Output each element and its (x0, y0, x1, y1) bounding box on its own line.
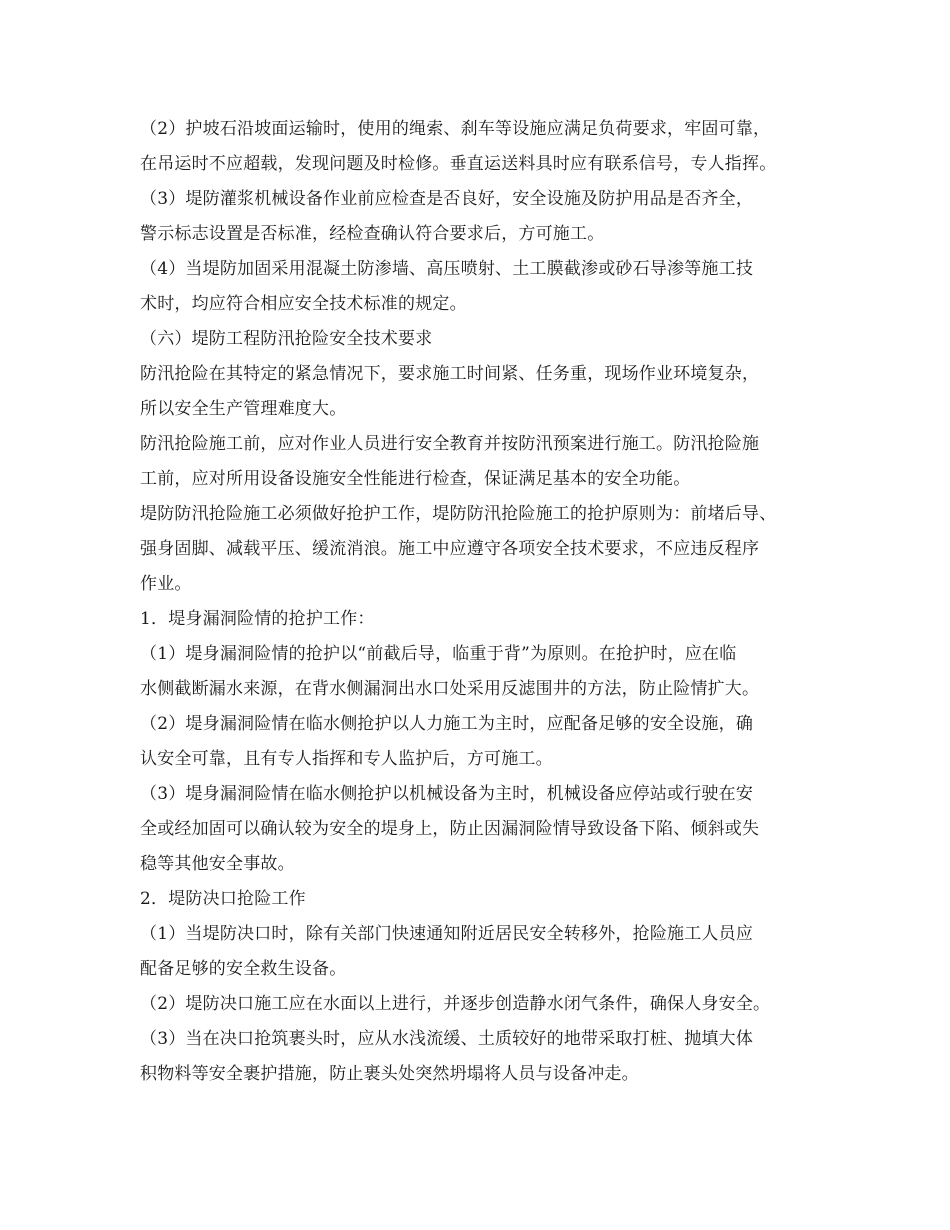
text-line: （4）当堤防加固采用混凝土防渗墙、高压喷射、土工膜截渗或砂石导渗等施工技 (140, 259, 754, 279)
text-line: 积物料等安全裹护措施，防止裹头处突然坍塌将人员与设备冲走。 (140, 1064, 639, 1084)
text-line: 警示标志设置是否标准，经检查确认符合要求后，方可施工。 (140, 224, 605, 244)
text-line: 水侧截断漏水来源，在背水侧漏洞出水口处采用反滤围井的方法，防止险情扩大。 (140, 679, 760, 699)
text-line: 防汛抢险施工前，应对作业人员进行安全教育并按防汛预案进行施工。防汛抢险施 (140, 434, 760, 454)
subsection-heading: 1．堤身漏洞险情的抢护工作： (140, 609, 375, 629)
text-line: （3）堤防灌浆机械设备作业前应检查是否良好，安全设施及防护用品是否齐全， (140, 189, 754, 209)
text-line: 防汛抢险在其特定的紧急情况下，要求施工时间紧、任务重，现场作业环境复杂， (140, 364, 760, 384)
text-line: 全或经加固可以确认较为安全的堤身上，防止因漏洞险情导致设备下陷、倾斜或失 (140, 819, 760, 839)
text-line: （3）堤身漏洞险情在临水侧抢护以机械设备为主时，机械设备应停站或行驶在安 (140, 784, 754, 804)
text-line: （2）护坡石沿坡面运输时，使用的绳索、刹车等设施应满足负荷要求，牢固可靠， (140, 119, 771, 139)
text-line: （1）当堤防决口时，除有关部门快速通知附近居民安全转移外，抢险施工人员应 (140, 924, 754, 944)
text-line: 配备足够的安全救生设备。 (140, 959, 347, 979)
subsection-heading: 2．堤防决口抢险工作 (140, 889, 306, 909)
text-line: 堤防防汛抢险施工必须做好抢护工作，堤防防汛抢险施工的抢护原则为：前堵后导、 (140, 504, 777, 524)
text-line: （2）堤防决口施工应在水面以上进行，并逐步创造静水闭气条件，确保人身安全。 (140, 994, 771, 1014)
text-line: 认安全可靠，且有专人指挥和专人监护后，方可施工。 (140, 749, 553, 769)
text-line: 术时，均应符合相应安全技术标准的规定。 (140, 294, 467, 314)
text-line: 作业。 (140, 574, 192, 594)
text-line: 稳等其他安全事故。 (140, 854, 295, 874)
text-line: 强身固脚、减载平压、缓流消浪。施工中应遵守各项安全技术要求，不应违反程序 (140, 539, 760, 559)
text-line: （3）当在决口抢筑裹头时，应从水浅流缓、土质较好的地带采取打桩、抛填大体 (140, 1029, 754, 1049)
text-line: （1）堤身漏洞险情的抢护以“前截后导，临重于背”为原则。在抢护时，应在临 (140, 644, 737, 664)
section-heading: （六）堤防工程防汛抢险安全技术要求 (140, 329, 433, 349)
text-line: （2）堤身漏洞险情在临水侧抢护以人力施工为主时，应配备足够的安全设施，确 (140, 714, 754, 734)
text-line: 所以安全生产管理难度大。 (140, 399, 347, 419)
text-line: 工前，应对所用设备设施安全性能进行检查，保证满足基本的安全功能。 (140, 469, 691, 489)
text-line: 在吊运时不应超载，发现问题及时检修。垂直运送料具时应有联系信号，专人指挥。 (140, 154, 777, 174)
